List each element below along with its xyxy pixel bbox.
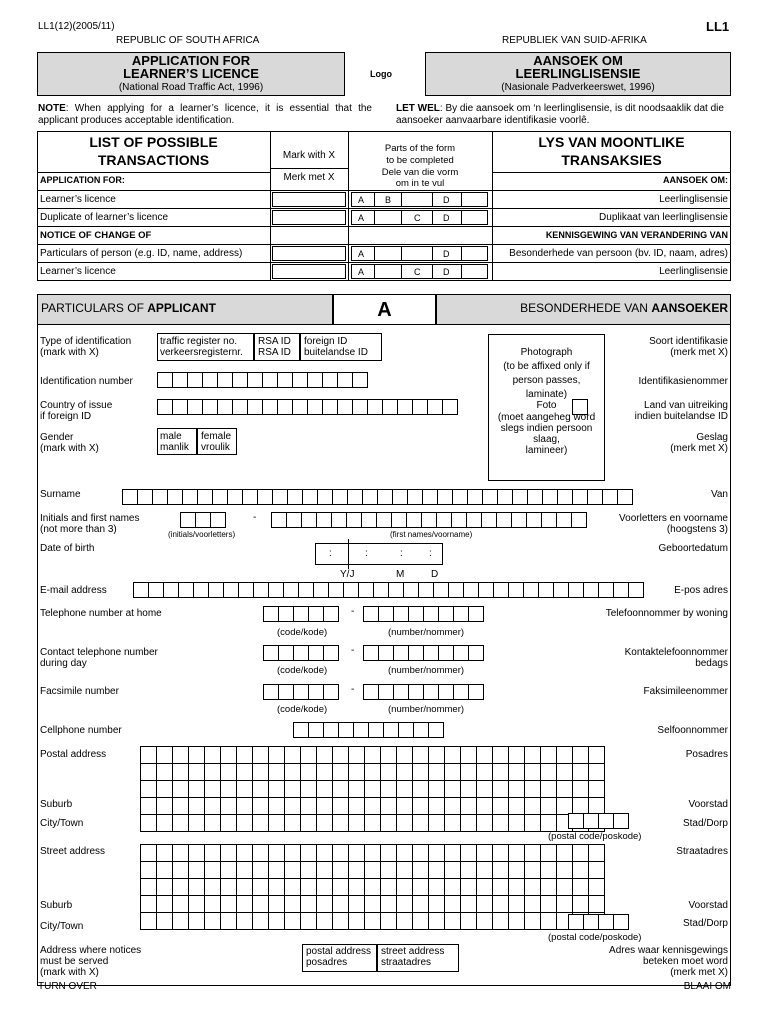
contact-number[interactable] [363, 645, 483, 661]
contact-en-1: Contact telephone number [40, 647, 158, 658]
country-en-1: Country of issue [40, 400, 113, 411]
mark-box-duplicate[interactable] [272, 210, 346, 225]
city-af-2: Stad/Dorp [682, 918, 728, 929]
form-id: LL1 [706, 19, 730, 34]
cellphone-boxes[interactable] [293, 722, 443, 738]
parts-row-4 [351, 264, 487, 279]
application-for: APPLICATION FOR: [40, 175, 125, 185]
part-d: D [432, 264, 462, 279]
postal-en: Postal address [40, 749, 107, 760]
parts-row-1 [351, 192, 487, 207]
parts-4: om in te vul [395, 178, 445, 189]
parts-1: Parts of the form [384, 143, 456, 154]
street-af: Straatadres [676, 846, 728, 857]
email-af: E-pos adres [674, 585, 728, 596]
opt-rsa-2: RSA ID [258, 347, 291, 358]
postal-code-boxes-2[interactable] [568, 914, 628, 930]
title-af-1: AANSOEK OM [533, 53, 623, 68]
notice-change-en: NOTICE OF CHANGE OF [40, 230, 152, 241]
notices-af-1: Adres waar kennisgewings [609, 945, 728, 956]
contact-af-2: bedags [695, 658, 728, 669]
part-d: D [432, 192, 462, 207]
transactions-title-en-1: LIST OF POSSIBLE [89, 134, 218, 150]
part-a: A [351, 264, 375, 279]
contact-af-1: Kontaktelefoonnommer [624, 647, 728, 658]
opt-postal-2: posadres [306, 957, 348, 968]
opt-rsa-1: RSA ID [258, 336, 291, 347]
note-en-text: : When applying for a learner’s licence, it is essential that the applicant produces acceptable identification. [38, 103, 372, 126]
gender-en-2: (mark with X) [40, 443, 99, 454]
initials-en-2: (not more than 3) [40, 524, 117, 535]
country-en: REPUBLIC OF SOUTH AFRICA [116, 35, 260, 46]
photo-7: slegs indien persoon [500, 423, 593, 434]
act-en: (National Road Traffic Act, 1996) [118, 82, 264, 93]
tel-home-en: Telephone number at home [40, 608, 162, 619]
number-sub-1: (number/nommer) [388, 627, 465, 638]
tel-home-af: Telefoonnommer by woning [605, 608, 728, 619]
country-af-2: indien buitelandse ID [634, 411, 728, 422]
transactions-title-en-2: TRANSACTIONS [97, 152, 210, 168]
suburb-en-2: Suburb [40, 900, 73, 911]
code-sub-3: (code/kode) [277, 704, 328, 715]
cell-en: Cellphone number [40, 725, 122, 736]
initials-en-1: Initials and first names [40, 513, 140, 524]
contact-en-2: during day [40, 658, 87, 669]
part-a: A [351, 192, 375, 207]
initials-sub: (initials/voorletters) [168, 530, 236, 539]
applicant-af: AANSOEKER [651, 301, 728, 315]
mark-en: Mark with X [282, 150, 336, 161]
part-c: C [401, 210, 433, 225]
particulars-en-text: PARTICULARS OF [41, 301, 148, 315]
notices-en-2: must be served [40, 956, 109, 967]
opt-traffic-2: verkeersregisternr. [160, 347, 243, 358]
postcode-sub-1: (postal code/poskode) [548, 831, 642, 842]
id-type-af-2: (merk met X) [670, 347, 728, 358]
mark-box-learners[interactable] [272, 192, 346, 207]
number-sub-2: (number/nommer) [388, 665, 465, 676]
female-2: vroulik [201, 442, 230, 453]
parts-row-2 [351, 210, 487, 225]
code-sub-1: (code/kode) [277, 627, 328, 638]
opt-street-1: street address [381, 946, 445, 957]
suburb-en-1: Suburb [40, 799, 73, 810]
blaai-om: BLAAI OM [683, 981, 731, 992]
dob-en: Date of birth [40, 543, 95, 554]
notices-af-2: beteken moet word [642, 956, 728, 967]
turn-over: TURN OVER [38, 981, 97, 992]
mark-box-particulars[interactable] [272, 246, 346, 261]
city-en-1: City/Town [40, 818, 84, 829]
opt-postal-1: postal address [306, 946, 372, 957]
part-d: D [432, 246, 462, 261]
number-sub-3: (number/nommer) [388, 704, 465, 715]
photo-6: (moet aangeheg word [497, 412, 596, 423]
opt-foreign-2: buitelandse ID [304, 347, 368, 358]
contact-code[interactable] [263, 645, 338, 661]
particulars-af-text: BESONDERHEDE VAN [520, 301, 652, 315]
photo-1: Photograph [520, 347, 573, 358]
photo-4: laminate) [525, 389, 568, 400]
part-b: B [374, 192, 402, 207]
postal-code-boxes-1[interactable] [568, 813, 628, 829]
applicant-en: APPLICANT [147, 301, 216, 315]
note-af-text: : By die aansoek om ‘n leerlinglisensie, is dit noodsaaklik dat die aansoeker aanvaarbare identifikasie voorlê. [396, 103, 724, 126]
city-af-1: Stad/Dorp [682, 818, 728, 829]
tel-home-code[interactable] [263, 606, 338, 622]
note-af [396, 103, 732, 126]
id-type-en-2: (mark with X) [40, 347, 99, 358]
photo-5: Foto [536, 400, 557, 411]
surname-boxes[interactable] [122, 489, 632, 505]
notices-en-1: Address where notices [40, 945, 142, 956]
cell-af: Selfoonnommer [657, 725, 728, 736]
gender-af-2: (merk met X) [670, 443, 728, 454]
row-licence-change-af: Leerlinglisensie [659, 266, 728, 277]
section-letter: A [377, 299, 392, 321]
photo-9: lamineer) [525, 445, 568, 456]
photo-8: slaag, [533, 434, 560, 445]
initials-af-1: Voorletters en voorname [619, 513, 728, 524]
city-en-2: City/Town [40, 921, 84, 932]
surname-en: Surname [40, 489, 81, 500]
transactions-title-af-1: LYS VAN MOONTLIKE [538, 134, 685, 150]
fax-af: Faksimileenommer [643, 686, 728, 697]
part-c: C [401, 264, 433, 279]
fax-number[interactable] [363, 684, 483, 700]
postal-af: Posadres [685, 749, 728, 760]
female-1: female [201, 431, 232, 442]
male-2: manlik [160, 442, 189, 453]
photo-3: person passes, [512, 375, 581, 386]
title-en-2: LEARNER’S LICENCE [123, 66, 259, 81]
opt-traffic-1: traffic register no. [160, 336, 238, 347]
notices-en-3: (mark with X) [40, 967, 99, 978]
email-boxes[interactable] [133, 582, 643, 598]
names-sub: (first names/voorname) [390, 530, 473, 539]
first-names-boxes[interactable] [271, 512, 586, 528]
title-af-2: LEERLINGLISENSIE [515, 66, 641, 81]
part-a: A [351, 210, 375, 225]
initials-boxes[interactable] [180, 512, 225, 528]
dob-m: M [396, 569, 405, 580]
title-en-1: APPLICATION FOR [131, 53, 251, 68]
note-af-label: LET WEL [396, 103, 440, 114]
particulars-en [41, 302, 216, 314]
id-number-en: Identification number [40, 376, 133, 387]
photo-2: (to be affixed only if [503, 361, 590, 372]
id-number-boxes[interactable] [157, 372, 367, 388]
fax-en: Facsimile number [40, 686, 119, 697]
mark-box-licence-change[interactable] [272, 264, 346, 279]
country-af: REPUBLIEK VAN SUID-AFRIKA [502, 35, 647, 46]
country-af-1: Land van uitreiking [644, 400, 728, 411]
gender-af-1: Geslag [696, 432, 728, 443]
opt-street-2: straatadres [381, 957, 432, 968]
id-number-af: Identifikasienommer [638, 376, 728, 387]
dob-y: Y/J [340, 569, 355, 580]
row-duplicate-af: Duplikaat van leerlinglisensie [599, 212, 728, 223]
mark-af: Merk met X [283, 172, 335, 183]
act-af: (Nasionale Padverkeerswet, 1996) [501, 82, 655, 93]
street-en: Street address [40, 846, 106, 857]
note-label: NOTE [38, 103, 66, 114]
transactions-title-af-2: TRANSAKSIES [561, 152, 662, 168]
country-en-2: if foreign ID [40, 411, 92, 422]
dob-af: Geboortedatum [658, 543, 728, 554]
note-en [38, 103, 372, 126]
fax-code[interactable] [263, 684, 338, 700]
row-particulars-af: Besonderhede van persoon (bv. ID, naam, adres) [509, 248, 728, 259]
part-a: A [351, 246, 375, 261]
notice-change-af: KENNISGEWING VAN VERANDERING VAN [545, 230, 728, 240]
particulars-af [436, 302, 728, 314]
row-licence-change-en: Learner’s licence [40, 266, 116, 277]
aansoek-om: AANSOEK OM: [663, 175, 728, 185]
code-sub-2: (code/kode) [277, 665, 328, 676]
row-learners-licence-af: Leerlinglisensie [659, 194, 728, 205]
form-code: LL1(12)(2005/11) [38, 21, 115, 32]
date-of-birth-field[interactable] [315, 543, 443, 565]
email-en: E-mail address [40, 585, 107, 596]
dob-d: D [431, 569, 439, 580]
gender-en-1: Gender [40, 432, 74, 443]
row-learners-licence-en: Learner’s licence [40, 194, 116, 205]
tel-home-number[interactable] [363, 606, 483, 622]
opt-foreign-1: foreign ID [304, 336, 348, 347]
suburb-af-2: Voorstad [688, 900, 728, 911]
logo: Logo [370, 69, 392, 79]
id-type-af-1: Soort identifikasie [649, 336, 728, 347]
street-address-grid[interactable] [140, 844, 605, 930]
parts-2: to be completed [386, 155, 454, 166]
male-1: male [160, 431, 182, 442]
suburb-af-1: Voorstad [688, 799, 728, 810]
initials-af-2: (hoogstens 3) [666, 524, 728, 535]
surname-af: Van [710, 489, 728, 500]
row-particulars-en: Particulars of person (e.g. ID, name, address) [40, 248, 243, 259]
parts-row-3 [351, 246, 487, 261]
notices-af-3: (merk met X) [670, 967, 728, 978]
country-boxes[interactable] [157, 399, 457, 415]
part-d: D [432, 210, 462, 225]
id-type-en-1: Type of identification [40, 336, 132, 347]
postcode-sub-2: (postal code/poskode) [548, 932, 642, 943]
row-duplicate-en: Duplicate of learner’s licence [40, 212, 169, 223]
parts-3: Dele van die vorm [381, 167, 459, 178]
postal-address-grid[interactable] [140, 746, 605, 832]
